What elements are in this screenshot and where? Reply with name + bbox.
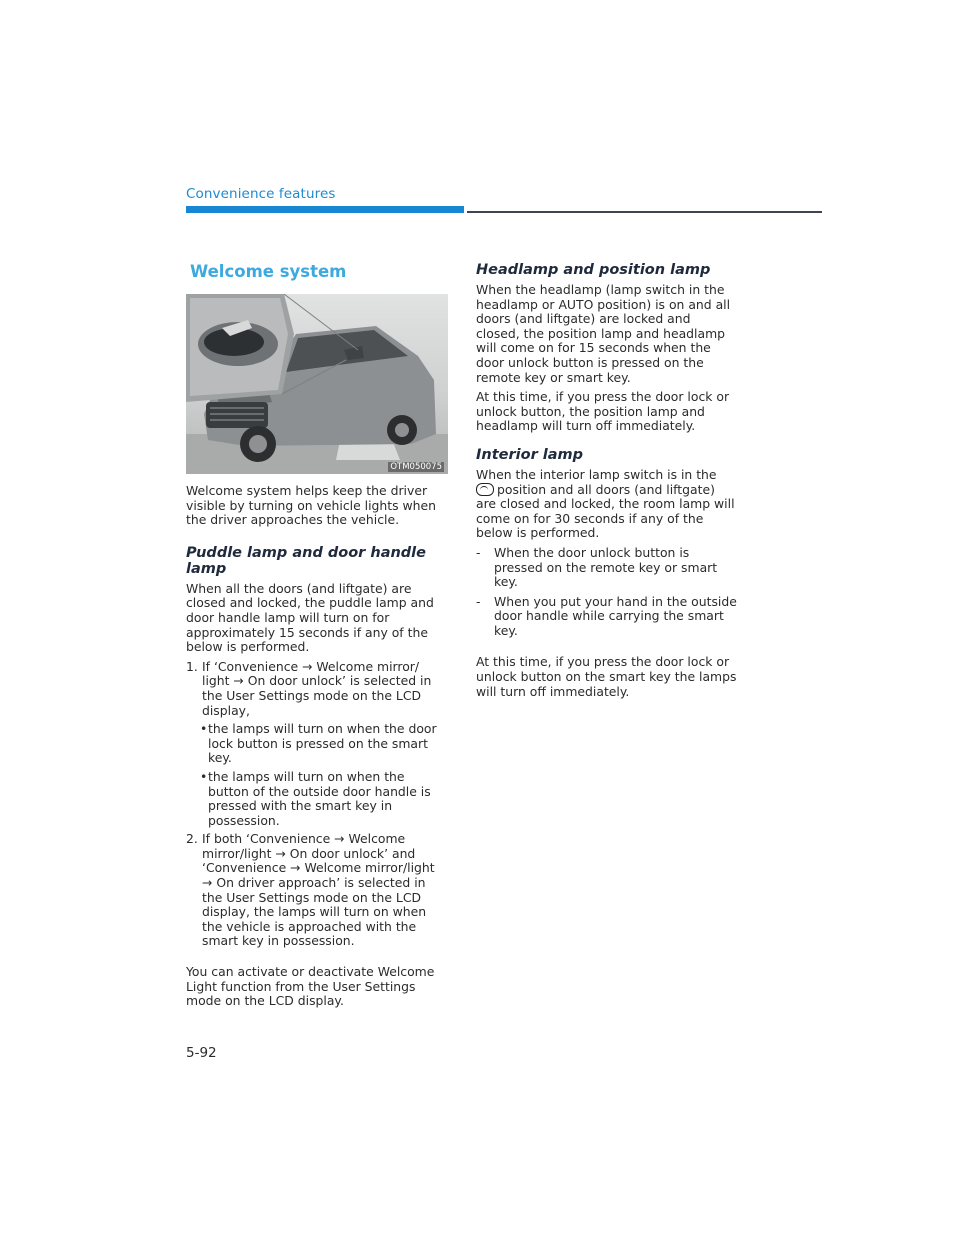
interior-text-b: position and all doors (and liftgate) are closed and locked, the room lamp will come on for 30 seconds if any of the below is performed. <box>476 481 735 541</box>
headlamp-paragraph-1: When the headlamp (lamp switch in the headlamp or AUTO position) is on and all doors (and liftgate) are locked and closed, the position lamp and headlamp will come on for 15 seconds when the door unlock button is pressed on the remote key or smart key. <box>476 282 731 385</box>
interior-text-a: When the interior lamp switch is in the <box>476 466 717 482</box>
bullet-dot-icon: • <box>200 768 208 784</box>
welcome-closing: You can activate or deactivate Welcome Light function from the User Settings mode on the LCD display. <box>186 964 435 1009</box>
section-title: Welcome system <box>190 262 347 281</box>
bullet-item <box>200 722 448 766</box>
puddle-heading: Puddle lamp and door handle lamp <box>186 544 426 577</box>
list-number: 1. <box>186 658 198 674</box>
puddle-text: When all the doors (and liftgate) are closed and locked, the puddle lamp and door handle lamp will turn on for approximately 15 seconds if any of the below is performed. <box>186 580 434 655</box>
figure-code: OTM050075 <box>390 462 442 472</box>
dash-text: When you put your hand in the outside door handle while carrying the smart key. <box>494 593 737 638</box>
bullet-text: the lamps will turn on when the button of the outside door handle is pressed with the smart key in possession. <box>208 768 431 828</box>
page-number: 5-92 <box>186 1045 217 1061</box>
interior-paragraph-2: At this time, if you press the door lock or unlock button on the smart key the lamps will turn off immediately. <box>476 654 737 699</box>
headlamp-paragraph-2: At this time, if you press the door lock or unlock button, the position lamp and headlamp will turn off immediately. <box>476 389 730 434</box>
door-lamp-icon <box>476 483 494 496</box>
headlamp-heading: Headlamp and position lamp <box>476 262 711 278</box>
page-header-title: Convenience features <box>186 186 336 202</box>
list-item <box>186 660 448 718</box>
dash-mark: - <box>476 593 481 609</box>
dash-item <box>476 595 738 639</box>
list-text: If both ‘Convenience → Welcome mirror/light → On door unlock’ and ‘Convenience → Welcome mirror/light → On driver approach’ is selected in the User Settings mode on the LCD display, the lamps will turn on when the vehicle is approached with the smart key in possession. <box>202 831 435 949</box>
header-rule-thin <box>467 211 822 213</box>
welcome-system-figure <box>186 294 448 474</box>
interior-paragraph-1 <box>476 468 738 541</box>
dash-item <box>476 546 738 590</box>
interior-heading: Interior lamp <box>476 446 584 463</box>
bullet-text: the lamps will turn on when the door lock button is pressed on the smart key. <box>208 721 437 766</box>
welcome-intro: Welcome system helps keep the driver visible by turning on vehicle lights when the driver approaches the vehicle. <box>186 483 436 528</box>
left-column <box>186 262 448 1014</box>
dash-mark: - <box>476 544 481 560</box>
car-illustration <box>186 294 448 474</box>
header-rule-thick <box>186 206 464 213</box>
list-number: 2. <box>186 831 198 847</box>
list-item <box>186 832 448 949</box>
right-column <box>476 262 738 704</box>
list-text: If ‘Convenience → Welcome mirror/ light → On door unlock’ is selected in the User Settings mode on the LCD display, <box>202 658 432 718</box>
bullet-item <box>200 770 448 828</box>
bullet-dot-icon: • <box>200 721 208 737</box>
dash-text: When the door unlock button is pressed on the remote key or smart key. <box>494 544 718 590</box>
